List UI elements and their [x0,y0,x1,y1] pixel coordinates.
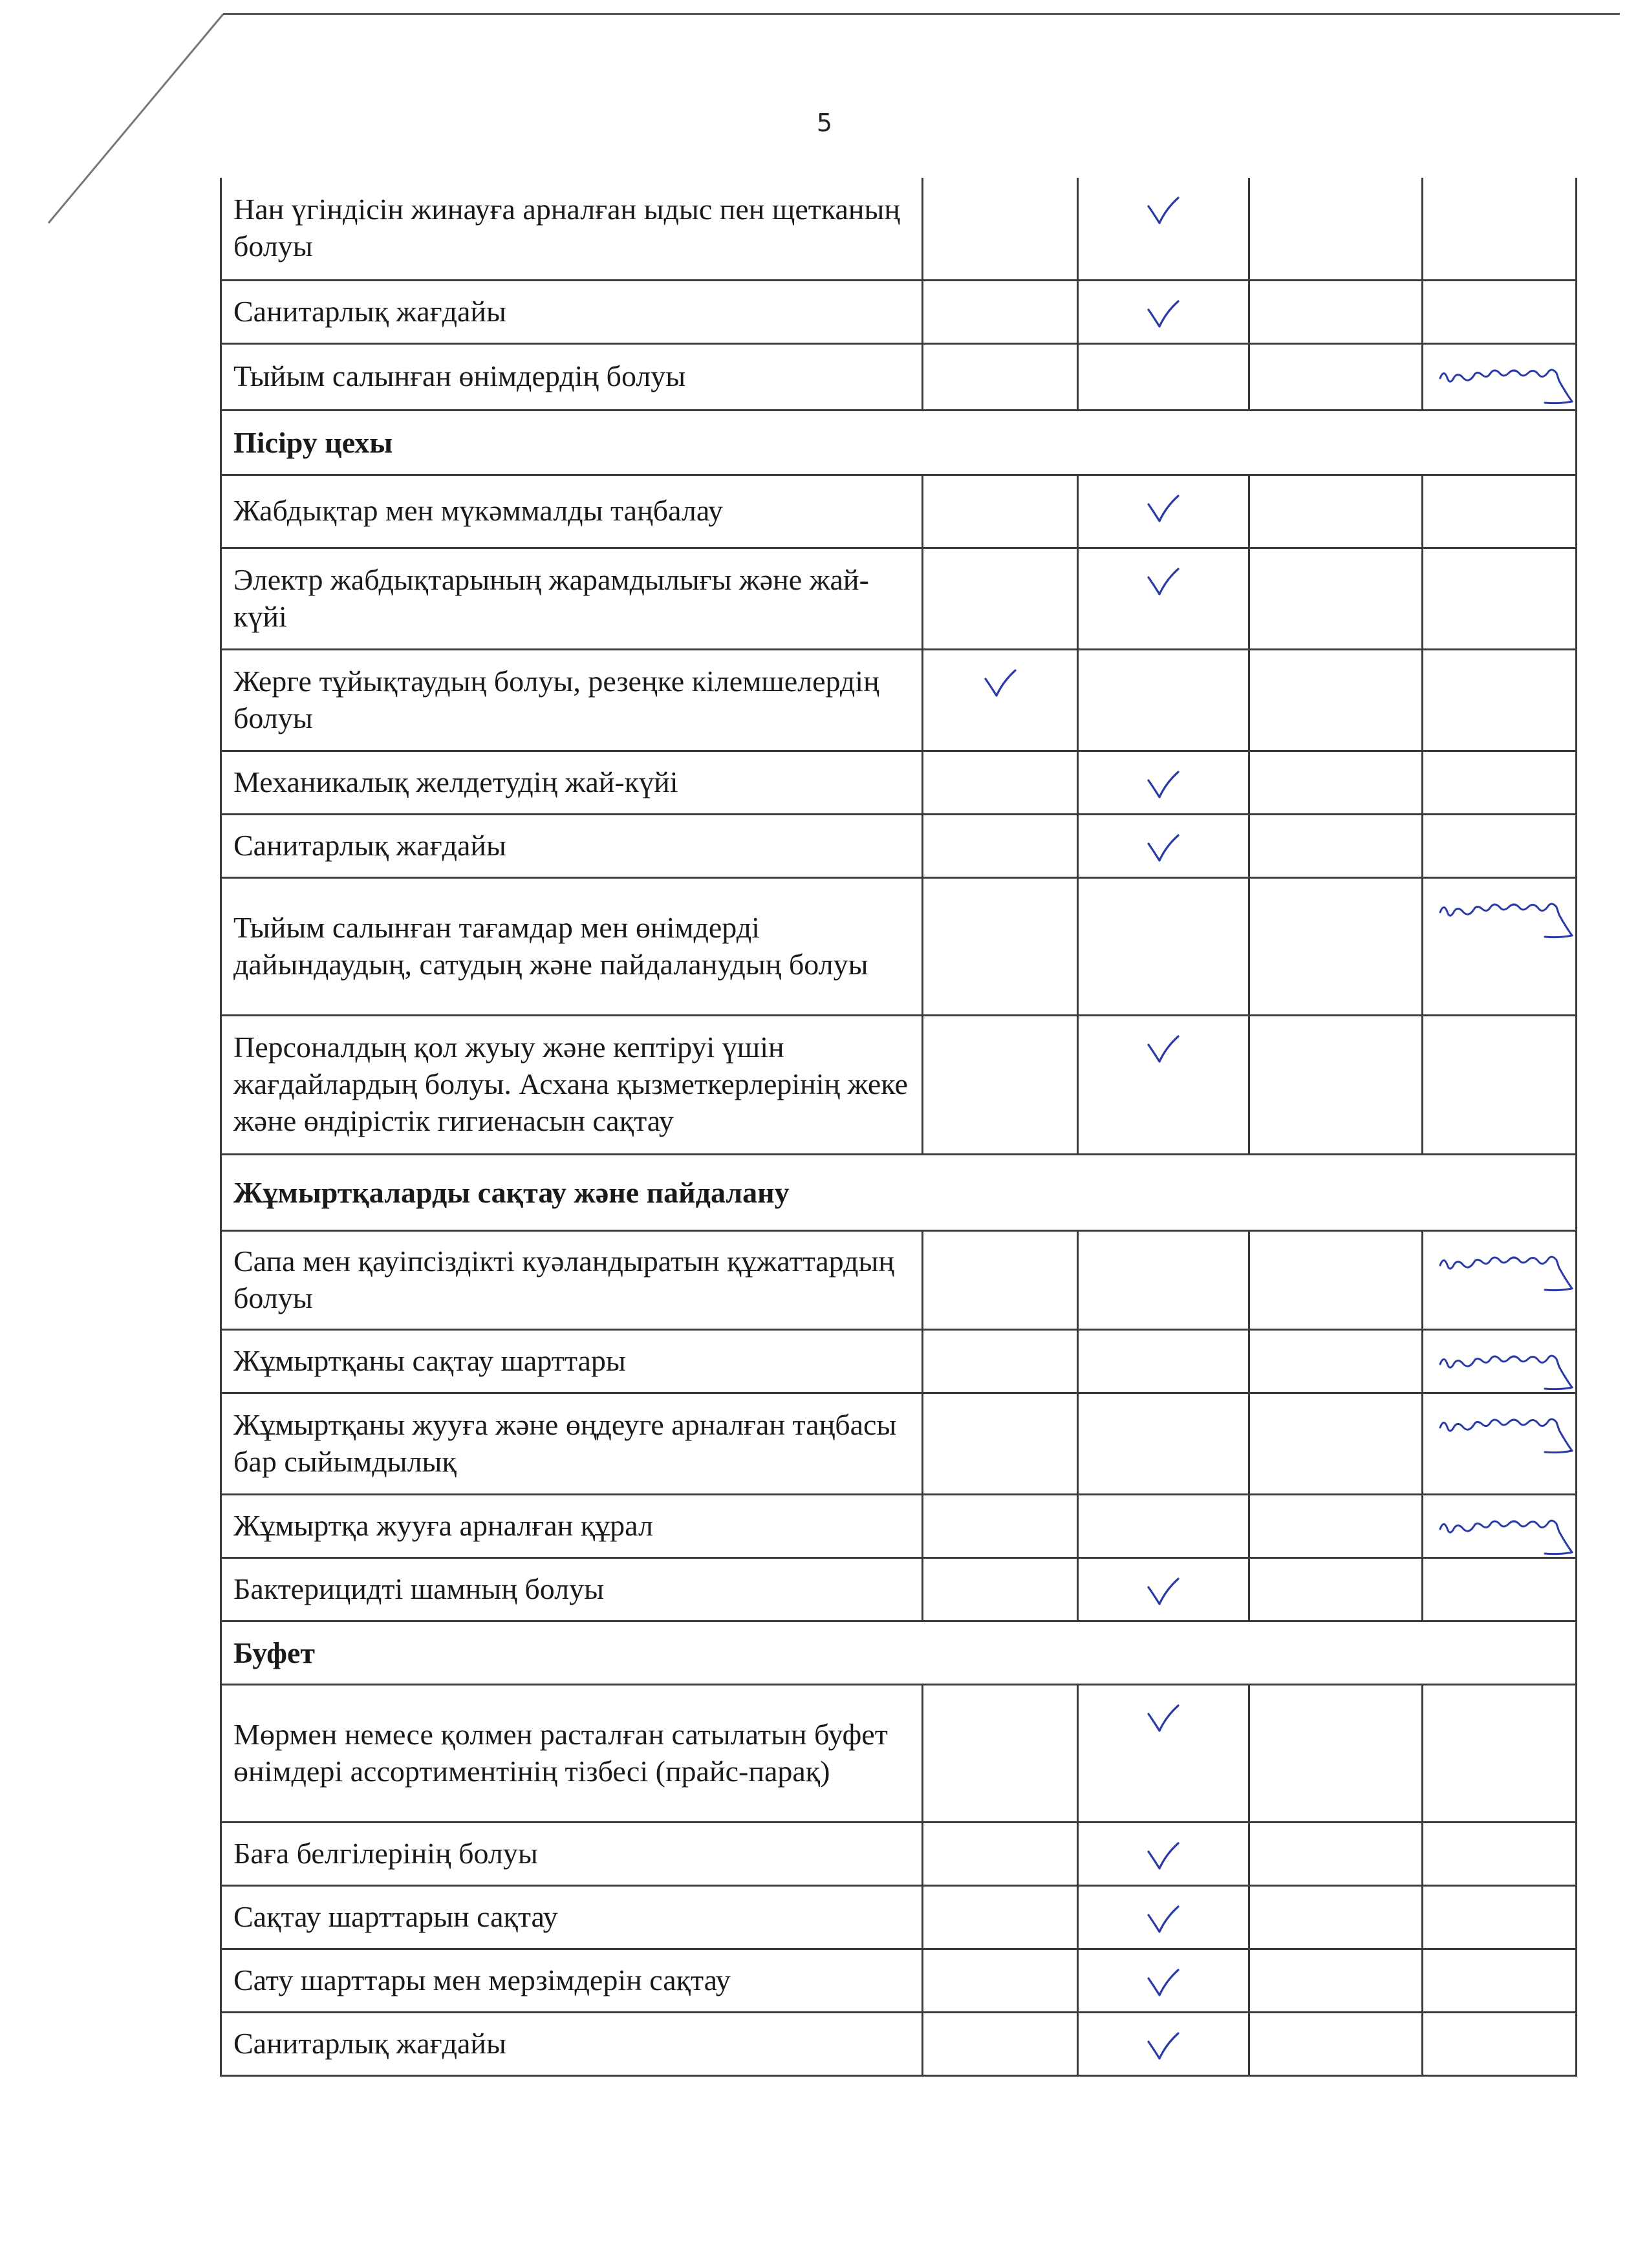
mark-cell-2 [1078,178,1249,280]
mark-cell-2 [1078,814,1249,877]
handwritten-no-mark [1436,354,1585,412]
mark-cell-4 [1423,649,1577,751]
requirement-label: Механикалық желдетудің жай-күйі [221,751,923,814]
mark-cell-3 [1249,2012,1423,2075]
table-row [221,280,1577,343]
mark-cell-3 [1249,343,1423,410]
mark-cell-3 [1249,1015,1423,1154]
checkmark-icon [984,669,1017,698]
checkmark-icon [1147,196,1180,226]
mark-cell-4 [1423,1822,1577,1885]
mark-cell-2 [1078,1230,1249,1329]
checkmark-icon [1147,2031,1180,2061]
mark-cell-4 [1423,1557,1577,1621]
table-row [221,1494,1577,1557]
table-row [221,1557,1577,1621]
mark-cell-2 [1078,1494,1249,1557]
handwritten-no-mark [1436,888,1585,946]
table-row [221,343,1577,410]
table-row [221,751,1577,814]
handwritten-no-mark [1436,1340,1585,1398]
mark-cell-3 [1249,1557,1423,1621]
mark-cell-2 [1078,751,1249,814]
top-edge-line [223,13,1620,15]
section-row [221,410,1577,475]
checkmark-icon [1147,1577,1180,1607]
mark-cell-1 [923,1230,1078,1329]
section-heading: Буфет [221,1621,1577,1684]
mark-cell-1 [923,280,1078,343]
table-row [221,877,1577,1015]
checkmark-icon [1147,494,1180,524]
handwritten-no-mark [1436,1504,1585,1563]
requirement-label: Сату шарттары мен мерзімдерін сақтау [221,1949,923,2012]
mark-cell-1 [923,1822,1078,1885]
mark-cell-4 [1423,1015,1577,1154]
mark-cell-1 [923,1015,1078,1154]
mark-cell-3 [1249,1684,1423,1822]
mark-cell-2 [1078,475,1249,548]
requirement-label: Мөрмен немесе қолмен расталған сатылатын буфет өнімдері ассортиментінің тізбесі (прайс-парақ) [221,1684,923,1822]
table-row [221,178,1577,280]
checkmark-icon [1147,1968,1180,1998]
mark-cell-2 [1078,343,1249,410]
table-row [221,1949,1577,2012]
requirement-label: Санитарлық жағдайы [221,814,923,877]
mark-cell-4 [1423,280,1577,343]
table-row [221,475,1577,548]
mark-cell-3 [1249,751,1423,814]
mark-cell-4 [1423,1230,1577,1329]
mark-cell-1 [923,1684,1078,1822]
mark-cell-1 [923,751,1078,814]
section-row [221,1621,1577,1684]
mark-cell-2 [1078,1393,1249,1494]
requirement-label: Жұмыртқаны жууға және өңдеуге арналған таңбасы бар сыйымдылық [221,1393,923,1494]
mark-cell-2 [1078,877,1249,1015]
mark-cell-3 [1249,1885,1423,1949]
checkmark-icon [1147,1034,1180,1064]
mark-cell-3 [1249,649,1423,751]
mark-cell-1 [923,1885,1078,1949]
mark-cell-4 [1423,2012,1577,2075]
mark-cell-1 [923,178,1078,280]
mark-cell-1 [923,548,1078,649]
table-row [221,1329,1577,1393]
section-heading: Пісіру цехы [221,410,1577,475]
mark-cell-1 [923,649,1078,751]
requirement-label: Тыйым салынған өнімдердің болуы [221,343,923,410]
mark-cell-3 [1249,280,1423,343]
mark-cell-4 [1423,877,1577,1015]
mark-cell-1 [923,1949,1078,2012]
mark-cell-2 [1078,1822,1249,1885]
requirement-label: Баға белгілерінің болуы [221,1822,923,1885]
mark-cell-1 [923,2012,1078,2075]
mark-cell-4 [1423,1329,1577,1393]
mark-cell-1 [923,1494,1078,1557]
mark-cell-4 [1423,1949,1577,2012]
mark-cell-3 [1249,178,1423,280]
table-row [221,2012,1577,2075]
mark-cell-4 [1423,1494,1577,1557]
page-number: 5 [816,109,833,137]
table-row [221,1015,1577,1154]
checkmark-icon [1147,770,1180,800]
checkmark-icon [1147,833,1180,863]
table-row [221,548,1577,649]
mark-cell-3 [1249,1949,1423,2012]
checkmark-icon [1147,1905,1180,1934]
table-row [221,814,1577,877]
mark-cell-2 [1078,1949,1249,2012]
mark-cell-4 [1423,751,1577,814]
mark-cell-1 [923,814,1078,877]
section-row [221,1154,1577,1230]
table-row [221,1684,1577,1822]
mark-cell-3 [1249,1329,1423,1393]
mark-cell-1 [923,1393,1078,1494]
table-row [221,1885,1577,1949]
checklist-table [220,178,1577,2077]
requirement-label: Жұмыртқа жууға арналған құрал [221,1494,923,1557]
mark-cell-2 [1078,2012,1249,2075]
mark-cell-2 [1078,280,1249,343]
mark-cell-4 [1423,814,1577,877]
checkmark-icon [1147,299,1180,329]
table-row [221,1822,1577,1885]
mark-cell-2 [1078,649,1249,751]
requirement-label: Жұмыртқаны сақтау шарттары [221,1329,923,1393]
mark-cell-3 [1249,814,1423,877]
mark-cell-3 [1249,548,1423,649]
mark-cell-2 [1078,1015,1249,1154]
mark-cell-1 [923,877,1078,1015]
section-heading: Жұмыртқаларды сақтау және пайдалану [221,1154,1577,1230]
mark-cell-4 [1423,1885,1577,1949]
mark-cell-3 [1249,475,1423,548]
mark-cell-1 [923,1557,1078,1621]
mark-cell-2 [1078,1329,1249,1393]
requirement-label: Бактерицидті шамның болуы [221,1557,923,1621]
mark-cell-4 [1423,343,1577,410]
mark-cell-3 [1249,1393,1423,1494]
mark-cell-2 [1078,548,1249,649]
requirement-label: Электр жабдықтарының жарамдылығы және жай-күйі [221,548,923,649]
handwritten-no-mark [1436,1403,1585,1461]
requirement-label: Тыйым салынған тағамдар мен өнімдерді дайындаудың, сатудың және пайдаланудың болуы [221,877,923,1015]
mark-cell-2 [1078,1885,1249,1949]
requirement-label: Жерге тұйықтаудың болуы, резеңке кілемшелердің болуы [221,649,923,751]
mark-cell-2 [1078,1684,1249,1822]
handwritten-no-mark [1436,1241,1585,1299]
checkmark-icon [1147,1704,1180,1733]
requirement-label: Санитарлық жағдайы [221,2012,923,2075]
requirement-label: Сапа мен қауіпсіздікті куәландыратын құжаттардың болуы [221,1230,923,1329]
mark-cell-1 [923,343,1078,410]
mark-cell-4 [1423,178,1577,280]
mark-cell-4 [1423,475,1577,548]
requirement-label: Санитарлық жағдайы [221,280,923,343]
mark-cell-3 [1249,1230,1423,1329]
mark-cell-2 [1078,1557,1249,1621]
mark-cell-1 [923,475,1078,548]
mark-cell-4 [1423,1684,1577,1822]
table-row [221,1230,1577,1329]
table-row [221,649,1577,751]
checkmark-icon [1147,1841,1180,1871]
requirement-label: Жабдықтар мен мүкәммалды таңбалау [221,475,923,548]
mark-cell-3 [1249,1822,1423,1885]
mark-cell-1 [923,1329,1078,1393]
mark-cell-3 [1249,1494,1423,1557]
requirement-label: Нан үгіндісін жинауға арналған ыдыс пен щетканың болуы [221,178,923,280]
mark-cell-3 [1249,877,1423,1015]
mark-cell-4 [1423,548,1577,649]
mark-cell-4 [1423,1393,1577,1494]
table-row [221,1393,1577,1494]
checkmark-icon [1147,567,1180,597]
requirement-label: Сақтау шарттарын сақтау [221,1885,923,1949]
requirement-label: Персоналдың қол жуыу және кептіруі үшін жағдайлардың болуы. Асхана қызметкерлерінің жеке және өндірістік гигиенасын сақтау [221,1015,923,1154]
